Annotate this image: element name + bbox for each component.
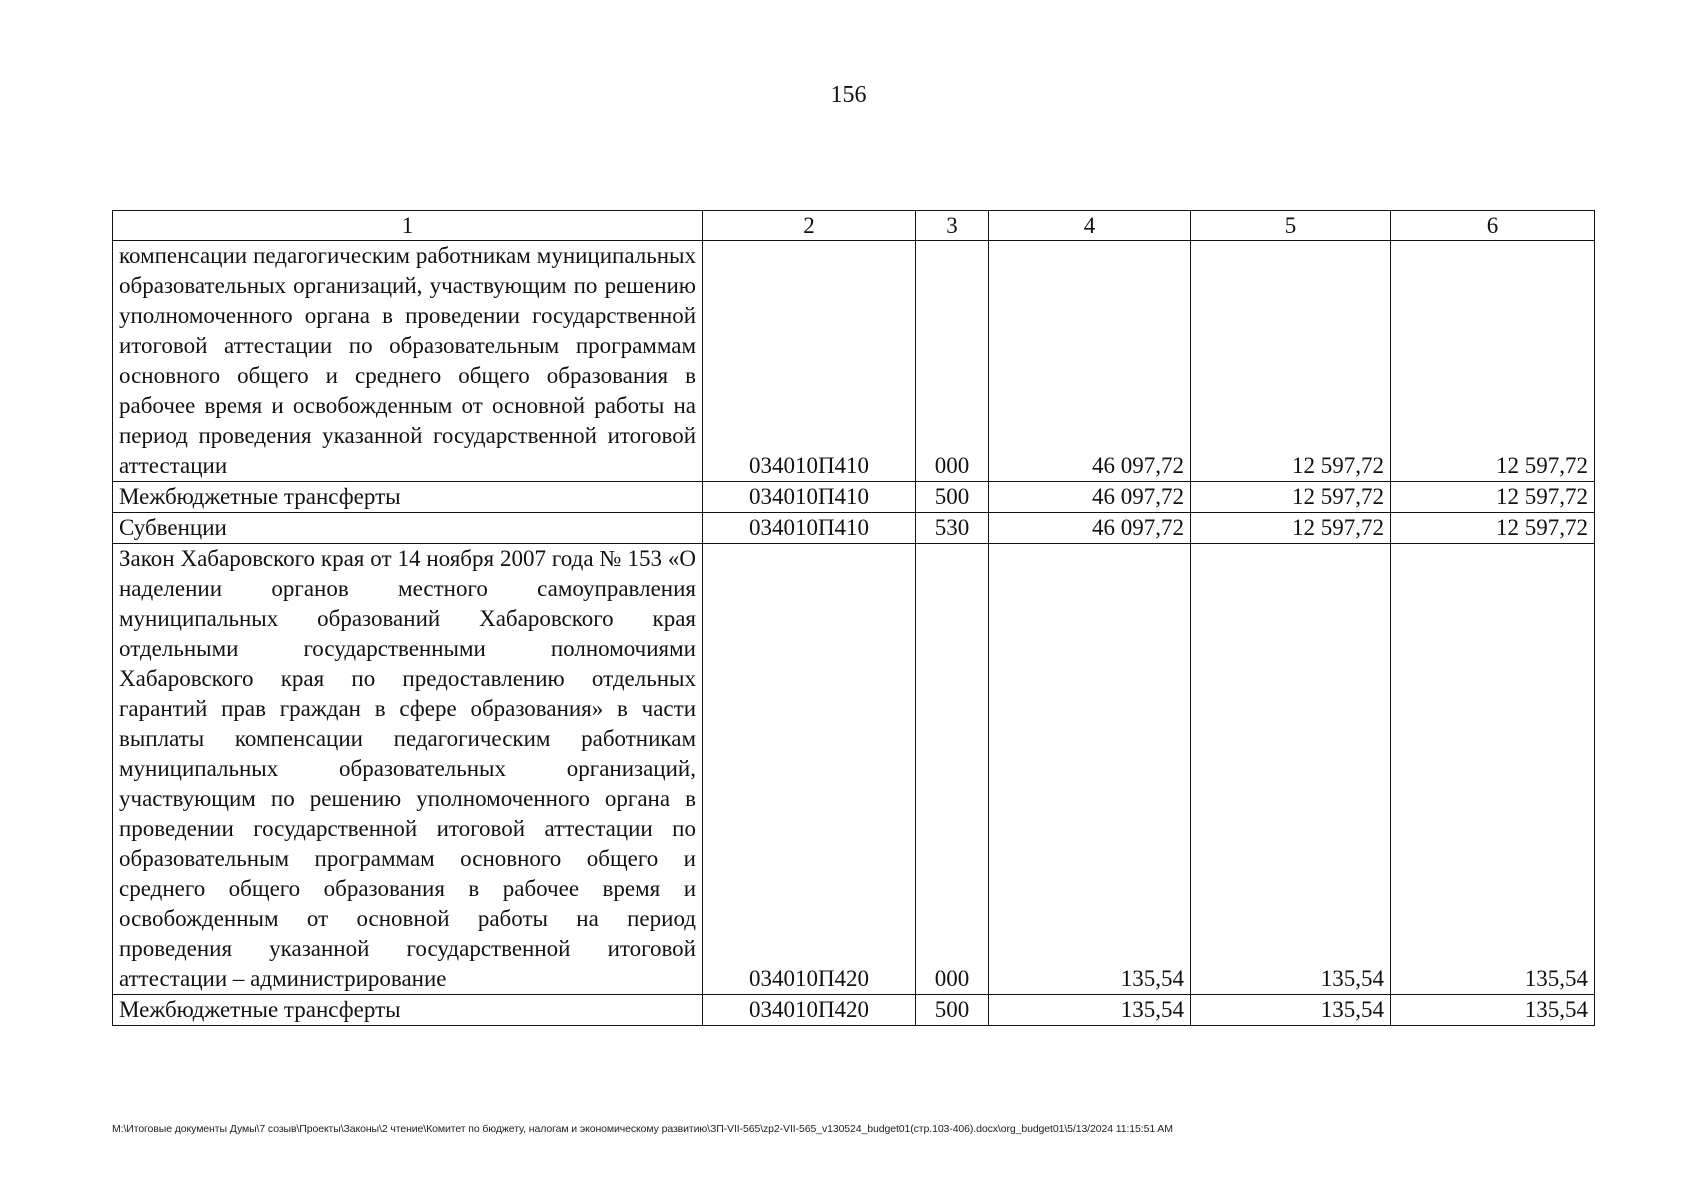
amount-col-6: 12 597,72	[1391, 241, 1595, 482]
amount-col-5: 135,54	[1191, 544, 1391, 995]
amount-col-5: 12 597,72	[1191, 482, 1391, 513]
expense-type-code: 500	[916, 482, 989, 513]
row-description: Межбюджетные трансферты	[113, 995, 703, 1026]
expense-type-code: 530	[916, 513, 989, 544]
budget-table	[112, 210, 1595, 1026]
row-description: Субвенции	[113, 513, 703, 544]
column-header-4: 4	[989, 211, 1191, 241]
row-description: компенсации педагогическим работникам муниципальных образовательных организаций, участвующим по решению уполномоченного органа в проведении государственной итоговой аттестации по образовательным программам основного общего и среднего общего образования в рабочее время и освобожденным от основной работы на период проведения указанной государственной итоговой аттестации	[113, 241, 703, 482]
page-number: 156	[830, 82, 867, 108]
expense-type-code: 500	[916, 995, 989, 1026]
column-header-6: 6	[1391, 211, 1595, 241]
amount-col-6: 135,54	[1391, 544, 1595, 995]
column-header-5: 5	[1191, 211, 1391, 241]
amount-col-4: 135,54	[989, 995, 1191, 1026]
table-header-row	[113, 211, 1595, 241]
document-path-footer: M:\Итоговые документы Думы\7 созыв\Проекты\Законы\2 чтение\Комитет по бюджету, налогам и экономическому развитию\ЗП-VII-565\zp2-VII-565_v130524_budget01(стр.103-406).docx\org_budget01\5/13/2024 11:15:51 AM	[112, 1123, 1173, 1135]
table-row	[113, 513, 1595, 544]
amount-col-4: 46 097,72	[989, 482, 1191, 513]
amount-col-5: 135,54	[1191, 995, 1391, 1026]
table-row	[113, 241, 1595, 482]
amount-col-6: 12 597,72	[1391, 513, 1595, 544]
amount-col-5: 12 597,72	[1191, 513, 1391, 544]
column-header-3: 3	[916, 211, 989, 241]
expense-type-code: 000	[916, 241, 989, 482]
target-article-code: 034010П420	[703, 544, 916, 995]
row-description: Закон Хабаровского края от 14 ноября 2007 года № 153 «О наделении органов местного самоуправления муниципальных образований Хабаровского края отдельными государственными полномочиями Хабаровского края по предоставлению отдельных гарантий прав граждан в сфере образования» в части выплаты компенсации педагогическим работникам муниципальных образовательных организаций, участвующим по решению уполномоченного органа в проведении государственной итоговой аттестации по образовательным программам основного общего и среднего общего образования в рабочее время и освобожденным от основной работы на период проведения указанной государственной итоговой аттестации – администрирование	[113, 544, 703, 995]
table-row	[113, 995, 1595, 1026]
amount-col-6: 135,54	[1391, 995, 1595, 1026]
row-description: Межбюджетные трансферты	[113, 482, 703, 513]
table-row	[113, 482, 1595, 513]
column-header-2: 2	[703, 211, 916, 241]
amount-col-4: 46 097,72	[989, 241, 1191, 482]
target-article-code: 034010П410	[703, 513, 916, 544]
expense-type-code: 000	[916, 544, 989, 995]
amount-col-6: 12 597,72	[1391, 482, 1595, 513]
table-row	[113, 544, 1595, 995]
target-article-code: 034010П420	[703, 995, 916, 1026]
amount-col-5: 12 597,72	[1191, 241, 1391, 482]
amount-col-4: 135,54	[989, 544, 1191, 995]
amount-col-4: 46 097,72	[989, 513, 1191, 544]
column-header-1: 1	[113, 211, 703, 241]
target-article-code: 034010П410	[703, 241, 916, 482]
target-article-code: 034010П410	[703, 482, 916, 513]
